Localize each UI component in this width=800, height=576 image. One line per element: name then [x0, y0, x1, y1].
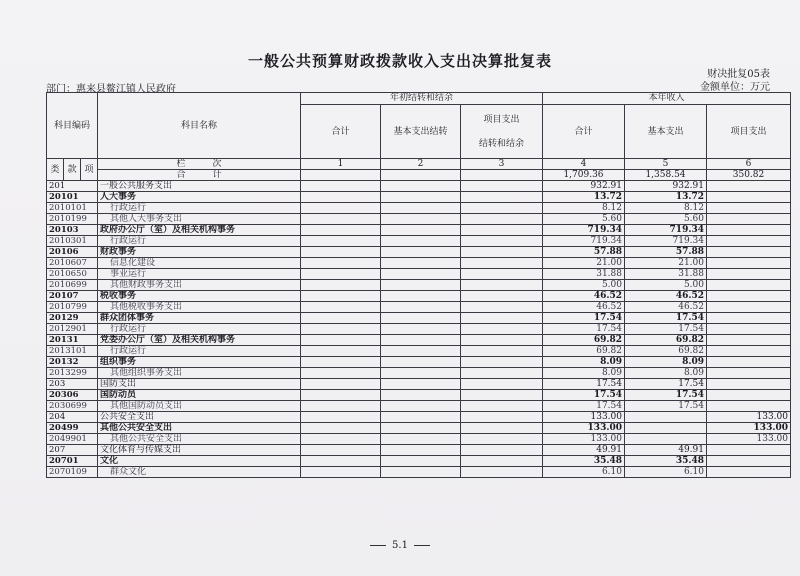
row-income-basic: 69.82 [625, 346, 707, 357]
row-carryover-total [301, 225, 381, 236]
row-income-project [707, 302, 791, 313]
row-name: 一般公共服务支出 [98, 181, 301, 192]
appropriation-table [46, 92, 791, 478]
row-name: 信息化建设 [98, 258, 301, 269]
row-carryover-project [461, 423, 543, 434]
sum-basic: 1,358.54 [625, 170, 707, 181]
row-carryover-project [461, 390, 543, 401]
header-basic-carryover: 基本支出结转 [381, 105, 461, 159]
row-income-basic: 13.72 [625, 192, 707, 203]
row-carryover-basic [381, 467, 461, 478]
row-name: 群众团体事务 [98, 313, 301, 324]
row-carryover-project [461, 192, 543, 203]
table-row [47, 324, 791, 335]
row-carryover-project [461, 368, 543, 379]
table-row [47, 434, 791, 445]
row-income-basic [625, 423, 707, 434]
row-income-project [707, 390, 791, 401]
row-income-basic: 49.91 [625, 445, 707, 456]
row-carryover-basic [381, 445, 461, 456]
row-income-basic [625, 434, 707, 445]
row-carryover-total [301, 346, 381, 357]
row-name: 组织事务 [98, 357, 301, 368]
table-row [47, 214, 791, 225]
row-carryover-basic [381, 379, 461, 390]
row-income-total: 932.91 [543, 181, 625, 192]
row-income-basic: 35.48 [625, 456, 707, 467]
row-income-total: 8.09 [543, 368, 625, 379]
row-income-basic: 719.34 [625, 225, 707, 236]
row-income-project [707, 192, 791, 203]
table-row [47, 225, 791, 236]
row-income-total: 35.48 [543, 456, 625, 467]
row-carryover-project [461, 302, 543, 313]
row-carryover-project [461, 379, 543, 390]
row-income-total: 8.09 [543, 357, 625, 368]
row-carryover-basic [381, 236, 461, 247]
row-carryover-project [461, 181, 543, 192]
row-income-project [707, 291, 791, 302]
col-number-6: 6 [707, 159, 791, 170]
row-name: 文化体育与传媒支出 [98, 445, 301, 456]
row-income-project [707, 456, 791, 467]
header-carryover-group: 年初结转和结余 [301, 93, 543, 105]
row-carryover-basic [381, 324, 461, 335]
row-carryover-total [301, 258, 381, 269]
row-carryover-basic [381, 412, 461, 423]
row-code: 20499 [47, 423, 98, 434]
row-name: 其他财政事务支出 [98, 280, 301, 291]
row-code: 20103 [47, 225, 98, 236]
table-row [47, 302, 791, 313]
row-carryover-total [301, 456, 381, 467]
header-subject-name: 科目名称 [98, 93, 301, 159]
row-code: 2010101 [47, 203, 98, 214]
table-row [47, 269, 791, 280]
row-carryover-basic [381, 313, 461, 324]
row-carryover-total [301, 434, 381, 445]
row-income-project [707, 214, 791, 225]
header-income-group: 本年收入 [543, 93, 791, 105]
row-income-total: 133.00 [543, 423, 625, 434]
row-income-total: 57.88 [543, 247, 625, 258]
row-carryover-total [301, 357, 381, 368]
row-carryover-total [301, 423, 381, 434]
row-income-project [707, 346, 791, 357]
row-code: 201 [47, 181, 98, 192]
row-income-project: 133.00 [707, 412, 791, 423]
row-code: 20101 [47, 192, 98, 203]
row-carryover-project [461, 247, 543, 258]
row-carryover-basic [381, 247, 461, 258]
row-income-project [707, 467, 791, 478]
row-carryover-basic [381, 214, 461, 225]
row-carryover-project [461, 346, 543, 357]
row-code: 2013299 [47, 368, 98, 379]
col-number-5: 5 [625, 159, 707, 170]
row-carryover-total [301, 203, 381, 214]
table-row [47, 368, 791, 379]
header-class: 类 [47, 159, 64, 181]
row-carryover-basic [381, 291, 461, 302]
row-income-total: 46.52 [543, 302, 625, 313]
row-code: 2010607 [47, 258, 98, 269]
table-row [47, 203, 791, 214]
header-project-carryover [461, 105, 543, 159]
row-income-project: 133.00 [707, 434, 791, 445]
row-code: 20306 [47, 390, 98, 401]
row-carryover-basic [381, 258, 461, 269]
row-income-total: 21.00 [543, 258, 625, 269]
row-name: 行政运行 [98, 346, 301, 357]
page-title: 一般公共预算财政拨款收入支出决算批复表 [247, 52, 552, 70]
col-number-2: 2 [381, 159, 461, 170]
row-carryover-project [461, 434, 543, 445]
row-code: 2013101 [47, 346, 98, 357]
row-income-project [707, 357, 791, 368]
row-name: 行政运行 [98, 324, 301, 335]
header-subject-code: 科目编码 [47, 93, 98, 159]
row-name: 其他公共安全支出 [98, 434, 301, 445]
row-income-basic: 8.09 [625, 357, 707, 368]
row-carryover-project [461, 269, 543, 280]
row-income-total: 46.52 [543, 291, 625, 302]
row-carryover-project [461, 214, 543, 225]
row-name: 群众文化 [98, 467, 301, 478]
row-name: 其他人大事务支出 [98, 214, 301, 225]
row-name: 党委办公厅（室）及相关机构事务 [98, 335, 301, 346]
row-name: 行政运行 [98, 236, 301, 247]
row-income-basic: 17.54 [625, 390, 707, 401]
row-income-total: 8.12 [543, 203, 625, 214]
row-income-project [707, 203, 791, 214]
table-row [47, 423, 791, 434]
row-income-project [707, 335, 791, 346]
row-name: 人大事务 [98, 192, 301, 203]
row-carryover-total [301, 214, 381, 225]
row-carryover-project [461, 412, 543, 423]
row-income-project [707, 181, 791, 192]
row-income-total: 13.72 [543, 192, 625, 203]
row-code: 2010799 [47, 302, 98, 313]
row-name: 国防动员 [98, 390, 301, 401]
table-row [47, 335, 791, 346]
row-code: 2030699 [47, 401, 98, 412]
row-carryover-total [301, 181, 381, 192]
row-carryover-project [461, 401, 543, 412]
row-income-total: 17.54 [543, 324, 625, 335]
row-carryover-basic [381, 456, 461, 467]
row-carryover-basic [381, 192, 461, 203]
row-income-basic: 57.88 [625, 247, 707, 258]
row-income-total: 133.00 [543, 434, 625, 445]
row-income-total: 69.82 [543, 335, 625, 346]
table-row [47, 346, 791, 357]
row-code: 2010199 [47, 214, 98, 225]
row-carryover-project [461, 445, 543, 456]
row-income-total: 17.54 [543, 313, 625, 324]
table-row [47, 390, 791, 401]
row-income-basic: 5.00 [625, 280, 707, 291]
row-carryover-total [301, 445, 381, 456]
row-income-total: 17.54 [543, 401, 625, 412]
row-income-basic: 31.88 [625, 269, 707, 280]
row-carryover-total [301, 324, 381, 335]
row-income-total: 17.54 [543, 390, 625, 401]
header-project-carryover-line1: 项目支出 [483, 114, 520, 125]
row-carryover-total [301, 412, 381, 423]
page-number-text: 5.1 [392, 540, 408, 551]
row-carryover-basic [381, 335, 461, 346]
row-name: 其他税收事务支出 [98, 302, 301, 313]
table-row [47, 280, 791, 291]
row-carryover-basic [381, 390, 461, 401]
row-code: 2010699 [47, 280, 98, 291]
row-income-project [707, 258, 791, 269]
row-name: 事业运行 [98, 269, 301, 280]
row-carryover-total [301, 192, 381, 203]
row-code: 2049901 [47, 434, 98, 445]
row-carryover-basic [381, 368, 461, 379]
row-income-basic: 8.12 [625, 203, 707, 214]
header-basic-expense: 基本支出 [625, 105, 707, 159]
row-code: 2012901 [47, 324, 98, 335]
row-carryover-basic [381, 181, 461, 192]
row-carryover-basic [381, 302, 461, 313]
row-income-project [707, 247, 791, 258]
row-income-basic: 46.52 [625, 302, 707, 313]
row-income-total: 5.00 [543, 280, 625, 291]
row-income-project [707, 379, 791, 390]
table-row [47, 236, 791, 247]
row-carryover-total [301, 401, 381, 412]
row-income-total: 719.34 [543, 225, 625, 236]
table-row [47, 192, 791, 203]
row-code: 20107 [47, 291, 98, 302]
row-carryover-basic [381, 423, 461, 434]
row-carryover-total [301, 368, 381, 379]
row-income-basic: 46.52 [625, 291, 707, 302]
header-project-expense: 项目支出 [707, 105, 791, 159]
row-code: 20129 [47, 313, 98, 324]
row-carryover-project [461, 357, 543, 368]
sum-project: 350.82 [707, 170, 791, 181]
table-row [47, 379, 791, 390]
row-income-basic: 17.54 [625, 324, 707, 335]
table-row [47, 313, 791, 324]
row-carryover-total [301, 269, 381, 280]
row-income-basic [625, 412, 707, 423]
row-name: 其他组织事务支出 [98, 368, 301, 379]
table-row [47, 291, 791, 302]
row-carryover-project [461, 225, 543, 236]
table-body [47, 181, 791, 478]
row-income-project [707, 313, 791, 324]
row-income-total: 133.00 [543, 412, 625, 423]
row-carryover-total [301, 390, 381, 401]
row-code: 2010301 [47, 236, 98, 247]
header-item: 项 [81, 159, 98, 181]
row-income-project [707, 401, 791, 412]
row-code: 203 [47, 379, 98, 390]
row-code: 20701 [47, 456, 98, 467]
row-income-total: 6.10 [543, 467, 625, 478]
row-carryover-total [301, 236, 381, 247]
header-total-income: 合计 [543, 105, 625, 159]
row-income-project [707, 324, 791, 335]
row-income-total: 5.60 [543, 214, 625, 225]
row-name: 其他公共安全支出 [98, 423, 301, 434]
col-number-1: 1 [301, 159, 381, 170]
row-carryover-project [461, 280, 543, 291]
row-carryover-project [461, 291, 543, 302]
row-name: 行政运行 [98, 203, 301, 214]
row-carryover-project [461, 258, 543, 269]
row-income-basic: 21.00 [625, 258, 707, 269]
row-carryover-project [461, 324, 543, 335]
header-total-carryover: 合计 [301, 105, 381, 159]
row-income-total: 719.34 [543, 236, 625, 247]
row-income-basic: 17.54 [625, 379, 707, 390]
table-row [47, 181, 791, 192]
row-carryover-basic [381, 357, 461, 368]
table-row [47, 247, 791, 258]
row-code: 20106 [47, 247, 98, 258]
row-name: 文化 [98, 456, 301, 467]
row-code: 20131 [47, 335, 98, 346]
row-income-project [707, 280, 791, 291]
row-income-basic: 6.10 [625, 467, 707, 478]
row-income-project [707, 269, 791, 280]
row-carryover-basic [381, 269, 461, 280]
row-carryover-project [461, 467, 543, 478]
row-carryover-project [461, 335, 543, 346]
row-code: 207 [47, 445, 98, 456]
department-label: 部门：惠来县鳌江镇人民政府 [46, 84, 176, 95]
table-row [47, 258, 791, 269]
row-carryover-basic [381, 203, 461, 214]
row-name: 国防支出 [98, 379, 301, 390]
row-name: 其他国防动员支出 [98, 401, 301, 412]
table-row [47, 456, 791, 467]
row-carryover-basic [381, 280, 461, 291]
row-income-project [707, 445, 791, 456]
page-number [0, 540, 800, 551]
amount-unit: 金额单位：万元 [700, 82, 770, 93]
row-income-project [707, 225, 791, 236]
row-carryover-total [301, 335, 381, 346]
row-carryover-total [301, 313, 381, 324]
table-row [47, 357, 791, 368]
row-income-project [707, 368, 791, 379]
row-carryover-total [301, 280, 381, 291]
header-project-carryover-line2: 结转和结余 [478, 138, 524, 149]
row-name: 政府办公厅（室）及相关机构事务 [98, 225, 301, 236]
row-income-basic: 17.54 [625, 313, 707, 324]
row-income-total: 17.54 [543, 379, 625, 390]
row-code: 204 [47, 412, 98, 423]
column-number-label: 栏 次 [98, 159, 301, 170]
sum-row-label: 合 计 [98, 170, 301, 181]
table-row [47, 445, 791, 456]
form-number: 财决批复05表 [707, 69, 770, 80]
row-carryover-total [301, 467, 381, 478]
sum-total: 1,709.36 [543, 170, 625, 181]
row-carryover-total [301, 247, 381, 258]
row-income-basic: 8.09 [625, 368, 707, 379]
row-income-basic: 69.82 [625, 335, 707, 346]
row-carryover-basic [381, 401, 461, 412]
row-income-basic: 932.91 [625, 181, 707, 192]
row-income-project [707, 236, 791, 247]
row-carryover-project [461, 456, 543, 467]
row-code: 2010650 [47, 269, 98, 280]
row-name: 公共安全支出 [98, 412, 301, 423]
row-carryover-total [301, 379, 381, 390]
row-carryover-project [461, 313, 543, 324]
row-name: 税收事务 [98, 291, 301, 302]
table-row [47, 401, 791, 412]
row-carryover-basic [381, 346, 461, 357]
row-carryover-project [461, 236, 543, 247]
row-carryover-project [461, 203, 543, 214]
row-income-total: 31.88 [543, 269, 625, 280]
row-income-total: 49.91 [543, 445, 625, 456]
row-carryover-basic [381, 225, 461, 236]
row-income-basic: 5.60 [625, 214, 707, 225]
row-income-project: 133.00 [707, 423, 791, 434]
row-carryover-total [301, 291, 381, 302]
row-carryover-basic [381, 434, 461, 445]
row-carryover-total [301, 302, 381, 313]
col-number-4: 4 [543, 159, 625, 170]
row-code: 2070109 [47, 467, 98, 478]
row-income-basic: 17.54 [625, 401, 707, 412]
header-section: 款 [64, 159, 81, 181]
row-income-basic: 719.34 [625, 236, 707, 247]
col-number-3: 3 [461, 159, 543, 170]
table-row [47, 467, 791, 478]
row-code: 20132 [47, 357, 98, 368]
row-name: 财政事务 [98, 247, 301, 258]
row-income-total: 69.82 [543, 346, 625, 357]
table-row [47, 412, 791, 423]
